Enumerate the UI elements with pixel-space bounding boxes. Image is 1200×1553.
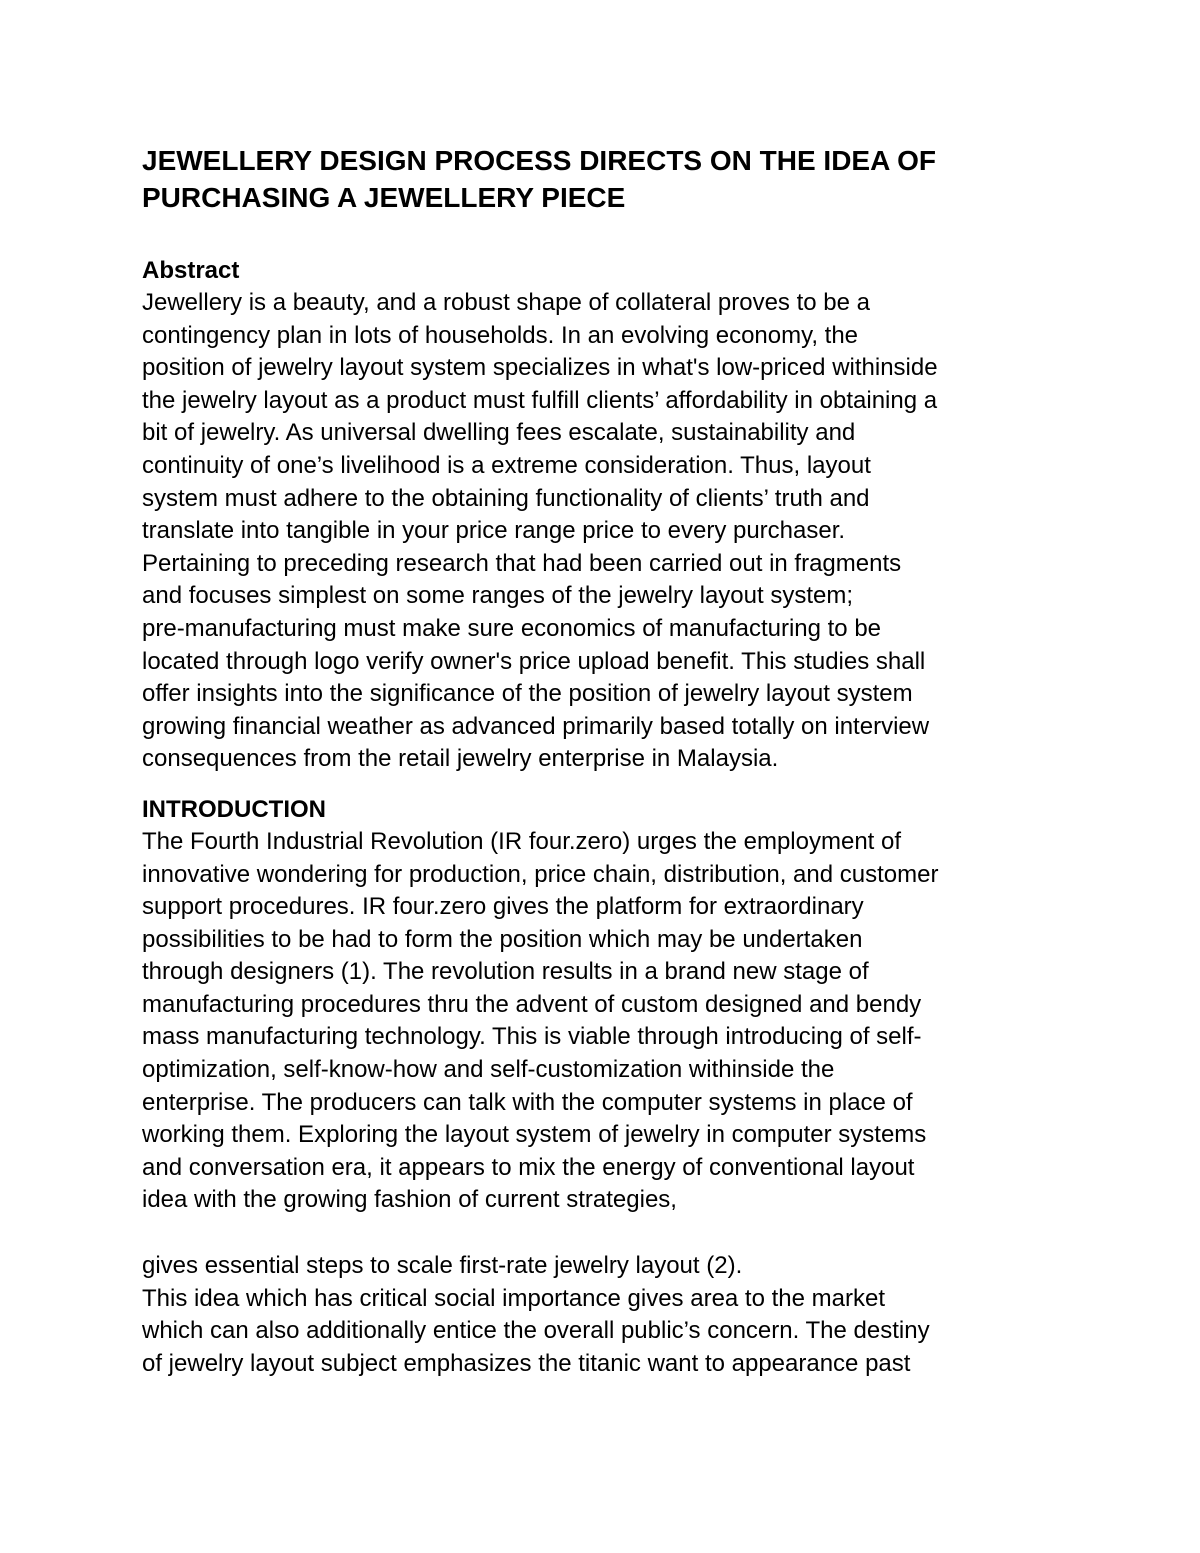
document-page: [142, 142, 1082, 1380]
title-line: JEWELLERY DESIGN PROCESS DIRECTS ON THE IDEA OF: [142, 145, 936, 176]
text-line: of jewelry layout subject emphasizes the titanic want to appearance past: [142, 1349, 911, 1377]
text-line: through designers (1). The revolution results in a brand new stage of: [142, 958, 869, 986]
text-line: Pertaining to preceding research that had been carried out in fragments: [142, 549, 902, 577]
text-line: gives essential steps to scale first-rate jewelry layout (2).: [142, 1252, 743, 1280]
document-title: [142, 142, 1082, 216]
introduction-section: [142, 794, 1082, 1381]
text-line: and focuses simplest on some ranges of the jewelry layout system;: [142, 582, 853, 610]
text-line: This idea which has critical social importance gives area to the market: [142, 1284, 885, 1312]
text-line: possibilities to be had to form the position which may be undertaken: [142, 925, 863, 953]
text-line: contingency plan in lots of households. In an evolving economy, the: [142, 321, 859, 349]
text-line: optimization, self-know-how and self-customization withinside the: [142, 1056, 835, 1084]
text-line: pre-manufacturing must make sure economics of manufacturing to be: [142, 614, 882, 642]
text-line: growing financial weather as advanced primarily based totally on interview: [142, 712, 930, 740]
introduction-heading: INTRODUCTION: [142, 795, 326, 823]
introduction-paragraph: [142, 826, 1082, 1217]
text-line: offer insights into the significance of the position of jewelry layout system: [142, 680, 913, 708]
abstract-paragraph: [142, 287, 1082, 776]
text-line: The Fourth Industrial Revolution (IR four.zero) urges the employment of: [142, 827, 902, 855]
text-line: innovative wondering for production, price chain, distribution, and customer: [142, 860, 939, 888]
text-line: Jewellery is a beauty, and a robust shape of collateral proves to be a: [142, 289, 870, 316]
text-line: consequences from the retail jewelry enterprise in Malaysia.: [142, 745, 779, 773]
text-line: system must adhere to the obtaining functionality of clients’ truth and: [142, 484, 870, 512]
text-line: position of jewelry layout system specializes in what's low-priced withinside: [142, 354, 938, 382]
spacer: [142, 776, 1082, 794]
text-line: continuity of one’s livelihood is a extreme consideration. Thus, layout: [142, 451, 871, 479]
text-line: the jewelry layout as a product must fulfill clients’ affordability in obtaining a: [142, 386, 938, 414]
text-line: working them. Exploring the layout system of jewelry in computer systems: [142, 1121, 927, 1149]
spacer: [142, 216, 1082, 255]
text-line: which can also additionally entice the overall public’s concern. The destiny: [142, 1317, 930, 1345]
text-line: mass manufacturing technology. This is viable through introducing of self-: [142, 1023, 922, 1051]
text-line: and conversation era, it appears to mix the energy of conventional layout: [142, 1153, 915, 1181]
abstract-heading: Abstract: [142, 257, 240, 284]
text-line: bit of jewelry. As universal dwelling fees escalate, sustainability and: [142, 419, 856, 447]
text-line: translate into tangible in your price range price to every purchaser.: [142, 517, 846, 545]
text-line: manufacturing procedures thru the advent of custom designed and bendy: [142, 990, 922, 1018]
text-line: idea with the growing fashion of current strategies,: [142, 1186, 677, 1214]
text-line: support procedures. IR four.zero gives the platform for extraordinary: [142, 893, 864, 921]
text-line: located through logo verify owner's price upload benefit. This studies shall: [142, 647, 926, 675]
spacer: [142, 1217, 1082, 1250]
title-line: PURCHASING A JEWELLERY PIECE: [142, 182, 626, 213]
abstract-section: [142, 255, 1082, 776]
text-line: enterprise. The producers can talk with the computer systems in place of: [142, 1088, 913, 1116]
introduction-paragraph: [142, 1250, 1082, 1380]
